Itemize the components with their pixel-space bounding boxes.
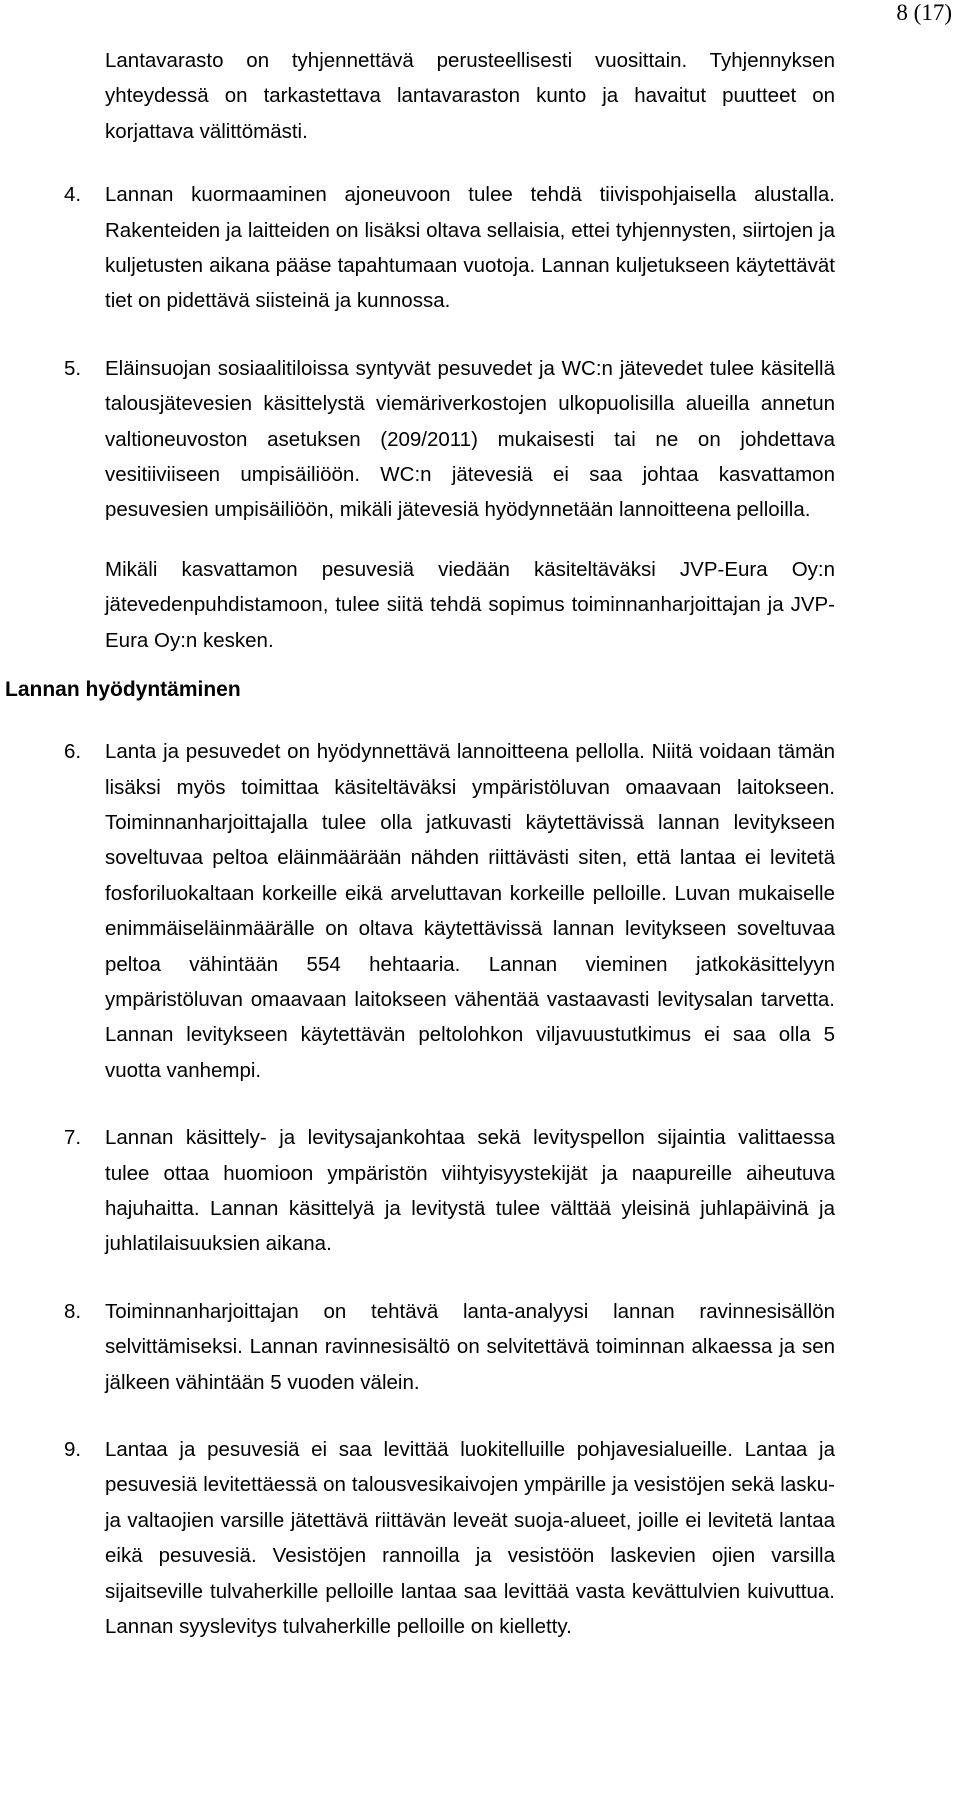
item-text: Lantaa ja pesuvesiä ei saa levittää luokitelluille pohjavesialueille. Lantaa ja pesuvesiä levitettäessä on talousvesikaivojen ympärille ja vesistöjen sekä lasku- ja valtaojien varsille jätettävä riittävän leveät suoja-alueet, joille ei levitetä lantaa eikä pesuvesiä. Vesistöjen rannoilla ja vesistöön laskevien ojien varsilla sijaitseville tulvaherkille pelloille lantaa saa levittää vasta kevättulvien kuivuttua. Lannan syyslevitys tulvaherkille pelloille on kielletty. [105,1438,835,1639]
item-5-continuation: Mikäli kasvattamon pesuvesiä viedään käsiteltäväksi JVP-Eura Oy:n jätevedenpuhdistamoon, tulee siitä tehdä sopimus toiminnanharjoittajan ja JVP-Eura Oy:n kesken. [105,557,835,652]
item-number: 6. [64,740,82,764]
item-number: 4. [64,183,82,207]
item-text: Toiminnanharjoittajan on tehtävä lanta-analyysi lannan ravinnesisällön selvittämiseksi. Lannan ravinnesisältö on selvitettävä toiminnan alkaessa ja sen jälkeen vähintään 5 vuoden välein. [105,1299,835,1394]
item-number: 7. [64,1126,82,1150]
document-body [0,43,960,1676]
item-text: Lannan käsittely- ja levitysajankohtaa sekä levityspellon sijaintia valittaessa tulee ottaa huomioon ympäristön viihtyisyystekijät ja naapureille aiheutuva hajuhaitta. Lannan käsittelyä ja levitystä tulee välttää yleisinä juhlapäivinä ja juhlatilaisuuksien aikana. [105,1126,835,1256]
list-item-5 [64,351,835,528]
list-item-7 [64,1120,835,1262]
list-item-9 [64,1432,835,1644]
item-text: Lannan kuormaaminen ajoneuvoon tulee tehdä tiivispohjaisella alustalla. Rakenteiden ja laitteiden on lisäksi oltava sellaisia, ettei tyhjennysten, siirtojen ja kuljetusten aikana pääse tapahtumaan vuotoja. Lannan kuljetukseen käytettävät tiet on pidettävä siisteinä ja kunnossa. [105,183,835,313]
item-text: Eläinsuojan sosiaalitiloissa syntyvät pesuvedet ja WC:n jätevedet tulee käsitellä talousjätevesien käsittelystä viemäriverkostojen ulkopuolisilla alueilla annetun valtioneuvoston asetuksen (209/2011) mukaisesti tai ne on johdettava vesitiiviiseen umpisäiliöön. WC:n jätevesiä ei saa johtaa kasvattamon pesuvesien umpisäiliöön, mikäli jätevesiä hyödynnetään lannoitteena pelloilla. [105,356,835,522]
item-number: 8. [64,1299,82,1323]
item-number: 5. [64,356,82,380]
list-item-8 [64,1294,835,1400]
list-item-6 [64,734,835,1088]
list-item-4 [64,177,835,319]
item-text: Lanta ja pesuvedet on hyödynnettävä lannoitteena pellolla. Niitä voidaan tämän lisäksi myös toimittaa käsiteltäväksi ympäristöluvan omaavaan laitokseen. Toiminnanharjoittajalla tulee olla jatkuvasti käytettävissä lannan levitykseen soveltuvaa peltoa eläinmäärään nähden riittävästi siten, että lantaa ei levitetä fosforiluokaltaan korkeille eikä arveluttavan korkeille pelloille. Luvan mukaiselle enimmäiseläinmäärälle on oltava käytettävissä lannan levitykseen soveltuvaa peltoa vähintään 554 hehtaaria. Lannan vieminen jatkokäsittelyyn ympäristöluvan omaavaan laitokseen vähentää vastaavasti levitysalan tarvetta. Lannan levitykseen käytettävän peltolohkon viljavuustutkimus ei saa olla 5 vuotta vanhempi. [105,740,835,1082]
item-number: 9. [64,1438,82,1461]
intro-paragraph: Lantavarasto on tyhjennettävä perusteellisesti vuosittain. Tyhjennyksen yhteydessä on tarkastettava lantavaraston kunto ja havaitut puutteet on korjattava välittömästi. [105,49,835,143]
section-heading: Lannan hyödyntäminen [5,678,241,702]
page-number: 8 (17) [896,0,952,25]
